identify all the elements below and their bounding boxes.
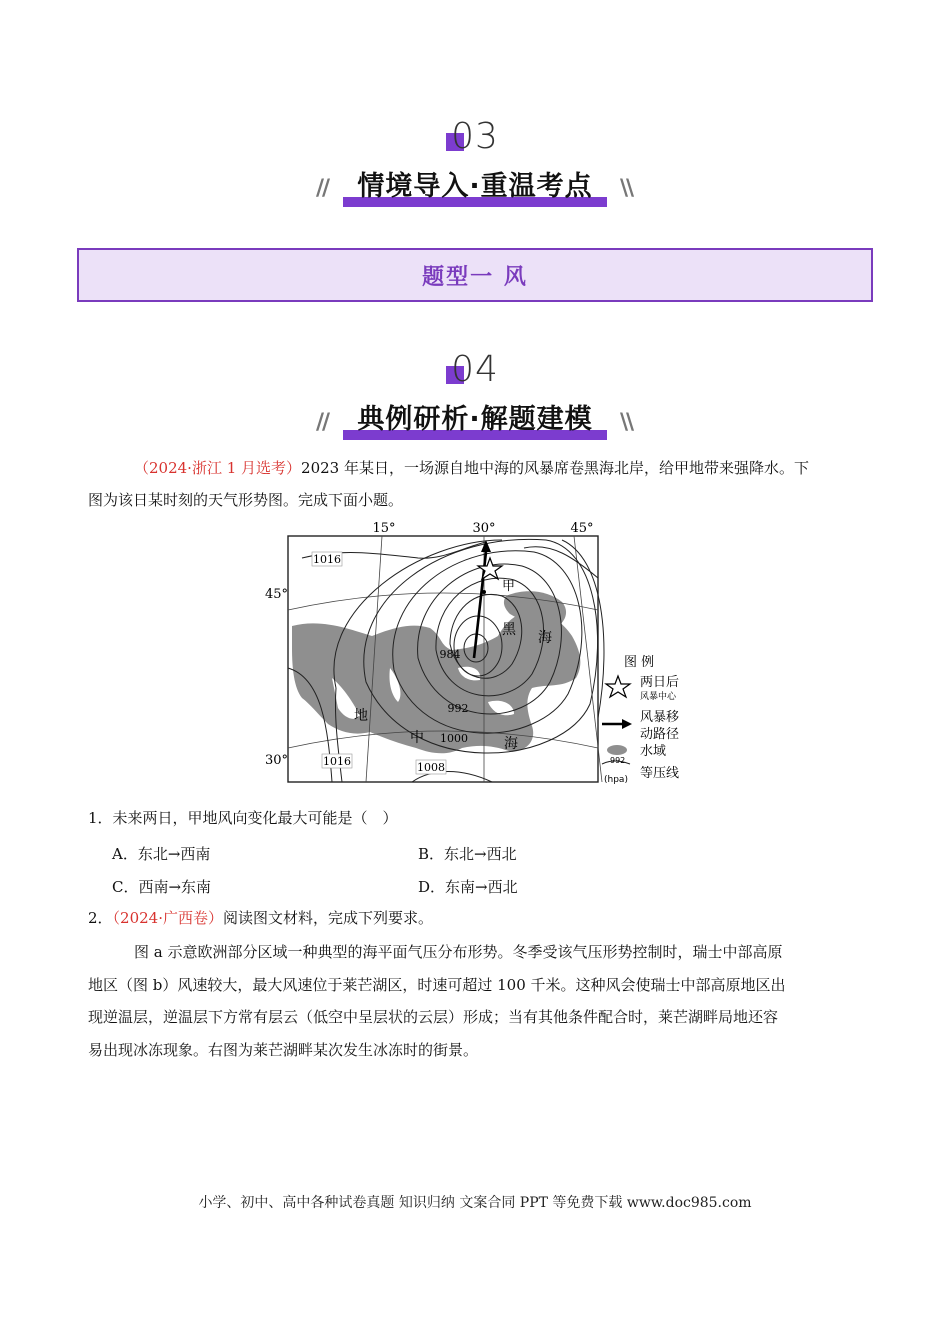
lat-label: 45° (265, 587, 289, 602)
option-text: 东北→西南 (137, 845, 211, 863)
left-slash-decoration: // (316, 410, 329, 435)
intro-line-1 (88, 452, 863, 484)
option-a[interactable] (112, 843, 210, 864)
section-title-wrap (0, 397, 950, 436)
legend-arrow-label: 动路径 (640, 727, 680, 742)
question-2-stem (88, 902, 863, 934)
legend-star-label: 两日后 (640, 675, 680, 690)
right-slash-decoration: \\ (620, 410, 633, 435)
material-line: 易出现冰冻现象。右图为莱芒湖畔某次发生冰冻时的街景。 (88, 1040, 479, 1059)
lon-label: 15° (372, 521, 396, 536)
lat-label: 30° (265, 753, 289, 768)
legend-title: 图 例 (624, 655, 655, 670)
question-type-title: 题型一 风 (422, 264, 528, 290)
intro-paragraph (88, 452, 863, 516)
section-title (349, 164, 600, 203)
place-label-zhong: 中 (410, 730, 424, 746)
option-c[interactable] (112, 876, 211, 897)
section-title-wrap (0, 164, 950, 203)
place-label-di: 地 (354, 708, 368, 724)
isobar-value: 992 (447, 702, 469, 715)
option-text: 东南→西北 (445, 878, 518, 896)
option-letter: A． (112, 845, 138, 863)
isobar-value: 984 (439, 648, 461, 661)
place-label-hai: 海 (504, 736, 518, 752)
legend-arrow-label: 风暴移 (640, 710, 680, 725)
question-number: 2． (88, 909, 113, 927)
option-b[interactable] (418, 843, 517, 864)
legend-water-icon (607, 745, 627, 755)
legend-star-icon (606, 676, 630, 697)
option-letter: D． (418, 878, 446, 896)
map-legend (602, 655, 679, 785)
weather-map (262, 518, 692, 790)
place-label-hai: 海 (538, 630, 552, 646)
section-number: 03 (451, 116, 499, 157)
place-label-jia: 甲 (502, 579, 516, 594)
source-tag: （2024·广西卷） (112, 909, 223, 927)
intro-line-2: 图为该日某时刻的天气形势图。完成下面小题。 (88, 491, 404, 509)
left-slash-decoration: // (316, 176, 329, 201)
section-number: 04 (451, 349, 499, 390)
option-letter: C． (112, 878, 139, 896)
legend-water-label: 水域 (640, 744, 667, 759)
material-line: 地区（图 b）风速较大，最大风速位于莱芒湖区，时速可超过 100 千米。这种风会使瑞士中部高原地区出 (88, 975, 786, 994)
jia-point (482, 590, 486, 594)
question-2-material (88, 936, 863, 1066)
question-1-stem: 1．未来两日，甲地风向变化最大可能是（ ） (88, 809, 398, 827)
isobar-value: 1008 (417, 761, 445, 774)
option-text: 东北→西北 (444, 845, 517, 863)
lon-label: 30° (472, 521, 496, 536)
page-footer: 小学、初中、高中各种试卷真题 知识归纳 文案合同 PPT 等免费下载 www.doc985.com (198, 1195, 752, 1211)
section-title-text: 典例研析·解题建模 (357, 404, 593, 435)
option-d[interactable] (418, 876, 518, 897)
legend-isobar-label: 等压线 (640, 766, 680, 781)
place-label-hei: 黑 (502, 622, 516, 638)
isobar-value: 1016 (323, 755, 351, 768)
legend-star-sublabel: 风暴中心 (640, 692, 677, 702)
option-letter: B． (418, 845, 445, 863)
section-title-text: 情境导入·重温考点 (357, 171, 593, 202)
isobar-value: 1016 (313, 553, 341, 566)
section-title (349, 397, 600, 436)
material-line: 图 a 示意欧洲部分区域一种典型的海平面气压分布形势。冬季受该气压形势控制时，瑞士中部高原 (134, 943, 783, 961)
lon-label: 45° (570, 521, 594, 536)
isobar-value: 1000 (440, 732, 468, 745)
right-slash-decoration: \\ (620, 176, 633, 201)
question-type-box (77, 248, 873, 302)
intro-text: 2023 年某日，一场源自地中海的风暴席卷黑海北岸，给甲地带来强降水。下 (301, 459, 809, 477)
source-tag: （2024·浙江 1 月选考） (134, 459, 302, 477)
option-text: 西南→东南 (138, 878, 212, 896)
material-line: 现逆温层，逆温层下方常有层云（低空中呈层状的云层）形成；当有其他条件配合时，莱芒湖畔局地还容 (88, 1008, 779, 1026)
question-lead: 阅读图文材料，完成下列要求。 (223, 909, 434, 927)
legend-isobar-unit: (hpa) (604, 775, 628, 785)
legend-isobar-sample: 992 (610, 756, 626, 765)
